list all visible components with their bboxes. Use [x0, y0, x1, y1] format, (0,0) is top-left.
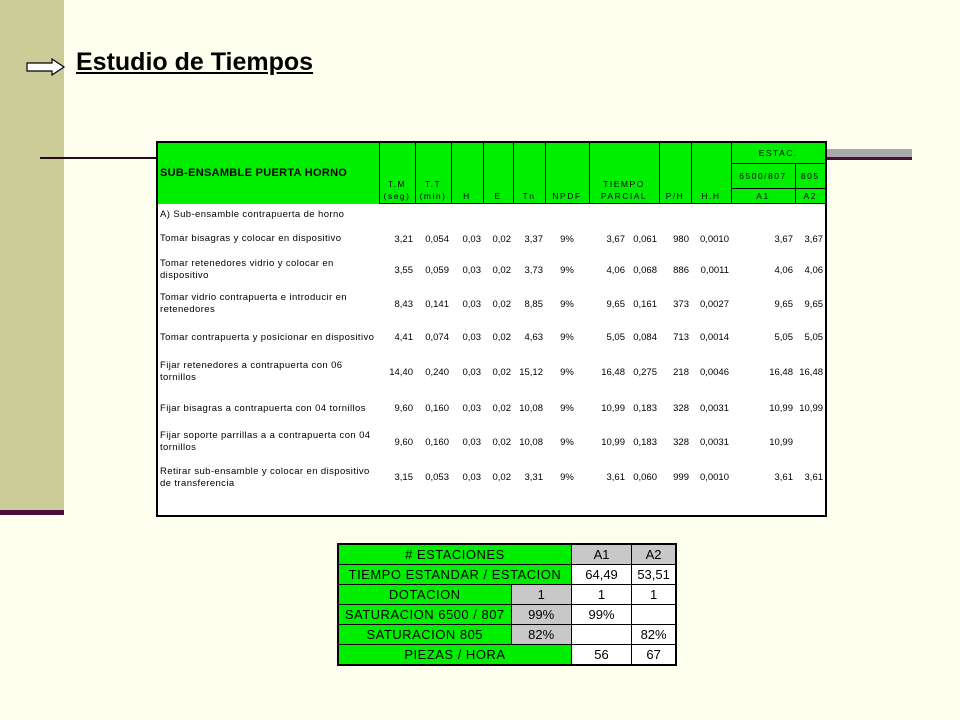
- summary-row-label: PIEZAS / HORA: [338, 644, 571, 665]
- table-title: SUB-ENSAMBLE PUERTA HORNO: [157, 142, 379, 204]
- cell-tm: 4,41: [394, 332, 413, 344]
- cell-a1: 3,61: [774, 472, 793, 484]
- cell-ph: 328: [673, 436, 689, 448]
- cell-ph: 713: [673, 332, 689, 344]
- operation-description: Fijar bisagras a contrapuerta con 04 tornillos: [160, 402, 366, 414]
- operation-description: Fijar soporte parrillas a a contrapuerta con 04 tornillos: [160, 430, 371, 454]
- cell-npdf: 9%: [560, 403, 574, 415]
- cell-tn: 10,08: [519, 403, 543, 415]
- cell-a1: 9,65: [774, 298, 793, 310]
- cell-e: 0,02: [492, 233, 511, 245]
- cell-a1: 4,06: [774, 264, 793, 276]
- col-e-blank: [483, 142, 513, 189]
- section-label: A) Sub-ensamble contrapuerta de horno: [160, 208, 345, 220]
- cell-tn: 10,08: [519, 436, 543, 448]
- operation-description: Tomar retenedores vidrio y colocar en dispositivo: [160, 258, 334, 282]
- cell-h: 0,03: [462, 472, 481, 484]
- summary-row-extra: 1: [511, 585, 571, 605]
- cell-hh: 0,0011: [700, 264, 729, 276]
- summary-row-a2: 67: [632, 644, 676, 665]
- summary-header-a2: A2: [632, 544, 676, 565]
- cell-e: 0,02: [492, 436, 511, 448]
- cell-a1: 3,67: [774, 233, 793, 245]
- table-row: [157, 354, 826, 391]
- estac-group-805: 805: [795, 163, 826, 189]
- cell-parcial: 0,084: [633, 332, 657, 344]
- col-tt-unit: (min): [415, 189, 451, 204]
- cell-npdf: 9%: [560, 264, 574, 276]
- left-sidebar-band: [0, 0, 64, 514]
- cell-e: 0,02: [492, 298, 511, 310]
- summary-row-a2: 82%: [632, 624, 676, 644]
- table-row: [157, 322, 826, 354]
- cell-hh: 0,0014: [699, 332, 729, 344]
- cell-a2: 5,05: [804, 332, 824, 344]
- col-ph-blank: [659, 142, 691, 189]
- col-tn-header: Tn: [513, 189, 545, 204]
- summary-row-a2: [632, 604, 676, 624]
- summary-header-a1: A1: [571, 544, 631, 565]
- table-row: [157, 391, 826, 427]
- col-a1-header: A1: [731, 189, 795, 204]
- col-parcial-header: PARCIAL: [589, 189, 659, 204]
- cell-ph: 886: [673, 264, 689, 276]
- cell-a2: 10,99: [799, 403, 824, 415]
- cell-tiempo: 5,05: [606, 332, 625, 344]
- cell-parcial: 0,275: [633, 366, 657, 378]
- cell-a2: [795, 427, 826, 458]
- cell-tiempo: 4,06: [606, 264, 625, 276]
- cell-hh: 0,0027: [699, 298, 729, 310]
- col-estac-header: ESTAC.: [731, 142, 826, 163]
- col-tiempo-header: TIEMPO: [589, 142, 659, 189]
- summary-row-label: DOTACION: [338, 585, 511, 605]
- cell-e: 0,02: [492, 366, 511, 378]
- cell-a2: 3,61: [804, 472, 824, 484]
- col-h-blank: [451, 142, 483, 189]
- cell-tt: 0,074: [425, 332, 449, 344]
- right-divider-dark: [822, 157, 912, 160]
- estac-group-6500: 6500/807: [731, 163, 795, 189]
- cell-parcial: 0,068: [633, 264, 657, 276]
- cell-tt: 0,141: [425, 298, 449, 310]
- summary-row-a1: 56: [571, 644, 631, 665]
- cell-e: 0,02: [492, 332, 511, 344]
- cell-h: 0,03: [462, 298, 481, 310]
- cell-hh: 0,0010: [699, 233, 729, 245]
- cell-tt: 0,240: [425, 366, 449, 378]
- summary-row-label: SATURACION 6500 / 807: [338, 604, 511, 624]
- cell-npdf: 9%: [560, 332, 574, 344]
- summary-row-a2: 53,51: [632, 565, 676, 585]
- cell-tt: 0,059: [425, 264, 449, 276]
- cell-tm: 3,55: [394, 264, 413, 276]
- cell-e: 0,02: [492, 403, 511, 415]
- cell-tn: 3,31: [524, 472, 543, 484]
- summary-row-a1: 1: [571, 585, 631, 605]
- cell-a1: 5,05: [774, 332, 793, 344]
- cell-hh: 0,0031: [699, 403, 729, 415]
- cell-tt: 0,054: [425, 233, 449, 245]
- page-title: Estudio de Tiempos: [76, 48, 314, 76]
- cell-tiempo: 16,48: [601, 366, 625, 378]
- right-divider-gray: [822, 149, 912, 157]
- col-a2-header: A2: [795, 189, 826, 204]
- cell-a1: 10,99: [769, 436, 793, 448]
- table-row: [157, 225, 826, 254]
- table-row: [157, 254, 826, 287]
- cell-parcial: 0,183: [633, 403, 657, 415]
- cell-tn: 3,37: [524, 233, 543, 245]
- summary-row-a1: [571, 624, 631, 644]
- summary-row-a1: 64,49: [571, 565, 631, 585]
- cell-a1: 16,48: [769, 366, 793, 378]
- cell-a2: 16,48: [799, 366, 824, 378]
- left-sidebar-underline: [0, 510, 64, 515]
- cell-tm: 9,60: [394, 403, 413, 415]
- col-npdf-header: NPDF: [545, 189, 589, 204]
- col-tm-unit: (seg): [379, 189, 415, 204]
- col-tn-blank: [513, 142, 545, 189]
- cell-a2: 4,06: [804, 264, 824, 276]
- col-h-header: H: [451, 189, 483, 204]
- summary-table: [337, 543, 677, 666]
- cell-ph: 328: [673, 403, 689, 415]
- cell-ph: 999: [673, 472, 689, 484]
- cell-tm: 9,60: [394, 436, 413, 448]
- cell-tm: 3,21: [394, 233, 413, 245]
- cell-tm: 8,43: [394, 298, 413, 310]
- cell-a1: 10,99: [769, 403, 793, 415]
- cell-tt: 0,160: [425, 403, 449, 415]
- time-study-table: [156, 141, 827, 517]
- cell-npdf: 9%: [560, 366, 574, 378]
- summary-row-a1: 99%: [571, 604, 631, 624]
- cell-ph: 373: [673, 298, 689, 310]
- operation-description: Tomar vidrio contrapuerta e introducir en retenedores: [160, 292, 347, 316]
- cell-a2: 3,67: [804, 233, 824, 245]
- table-row: [157, 458, 826, 498]
- col-tt-header: T.T: [415, 142, 451, 189]
- cell-h: 0,03: [462, 233, 481, 245]
- cell-parcial: 0,061: [633, 233, 657, 245]
- cell-tm: 14,40: [389, 366, 413, 378]
- cell-ph: 218: [673, 366, 689, 378]
- cell-tiempo: 3,61: [606, 472, 625, 484]
- operation-description: Retirar sub-ensamble y colocar en dispositivo de transferencia: [160, 465, 370, 489]
- cell-tt: 0,160: [425, 436, 449, 448]
- col-e-header: E: [483, 189, 513, 204]
- cell-tt: 0,053: [425, 472, 449, 484]
- table-row: [157, 287, 826, 322]
- col-npdf-blank: [545, 142, 589, 189]
- cell-tn: 15,12: [519, 366, 543, 378]
- cell-h: 0,03: [462, 436, 481, 448]
- col-hh-blank: [691, 142, 731, 189]
- cell-tiempo: 9,65: [606, 298, 625, 310]
- cell-tiempo: 10,99: [601, 403, 625, 415]
- table-filler-row: [157, 498, 826, 516]
- right-arrow-icon: [26, 58, 66, 76]
- operation-description: Tomar bisagras y colocar en dispositivo: [160, 233, 342, 245]
- operation-description: Tomar contrapuerta y posicionar en dispositivo: [160, 331, 375, 343]
- summary-row-label: TIEMPO ESTANDAR / ESTACION: [338, 565, 571, 585]
- cell-h: 0,03: [462, 403, 481, 415]
- cell-hh: 0,0031: [699, 436, 729, 448]
- cell-a2: 9,65: [804, 298, 824, 310]
- cell-tn: 3,73: [524, 264, 543, 276]
- cell-npdf: 9%: [560, 298, 574, 310]
- cell-ph: 980: [673, 233, 689, 245]
- cell-npdf: 9%: [560, 233, 574, 245]
- cell-h: 0,03: [462, 366, 481, 378]
- cell-tiempo: 10,99: [601, 436, 625, 448]
- table-row: [157, 427, 826, 458]
- cell-npdf: 9%: [560, 436, 574, 448]
- summary-row-extra: 82%: [511, 624, 571, 644]
- summary-row-extra: 99%: [511, 604, 571, 624]
- cell-tm: 3,15: [394, 472, 413, 484]
- cell-parcial: 0,161: [633, 298, 657, 310]
- cell-tn: 4,63: [524, 332, 543, 344]
- cell-npdf: 9%: [560, 472, 574, 484]
- cell-parcial: 0,183: [633, 436, 657, 448]
- cell-tn: 8,85: [524, 298, 543, 310]
- summary-header-label: # ESTACIONES: [338, 544, 571, 565]
- cell-e: 0,02: [492, 264, 511, 276]
- cell-hh: 0,0046: [699, 366, 729, 378]
- cell-tiempo: 3,67: [606, 233, 625, 245]
- operation-description: Fijar retenedores a contrapuerta con 06 tornillos: [160, 360, 343, 384]
- summary-row-a2: 1: [632, 585, 676, 605]
- empty-cell: [157, 498, 826, 516]
- title-divider: [40, 157, 158, 159]
- cell-parcial: 0,060: [633, 472, 657, 484]
- col-tm-header: T.M: [379, 142, 415, 189]
- summary-row-label: SATURACION 805: [338, 624, 511, 644]
- cell-hh: 0,0010: [699, 472, 729, 484]
- col-ph-header: P/H: [659, 189, 691, 204]
- cell-h: 0,03: [462, 332, 481, 344]
- cell-h: 0,03: [462, 264, 481, 276]
- col-hh-header: H.H: [691, 189, 731, 204]
- cell-e: 0,02: [492, 472, 511, 484]
